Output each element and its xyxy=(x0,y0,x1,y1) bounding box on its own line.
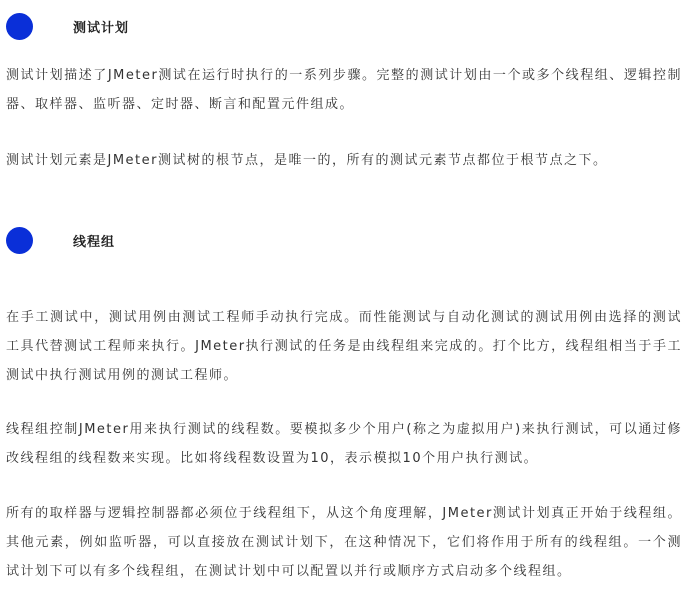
paragraph-test-plan-description: 测试计划描述了JMeter测试在运行时执行的一系列步骤。完整的测试计划由一个或多个线程组、逻辑控制器、取样器、监听器、定时器、断言和配置元件组成。 xyxy=(6,68,682,112)
paragraph-test-plan-root-node: 测试计划元素是JMeter测试树的根节点，是唯一的，所有的测试元素节点都位于根节点之下。 xyxy=(6,153,608,168)
section-title: 线程组 xyxy=(73,234,116,250)
paragraph-thread-group-intro: 在手工测试中，测试用例由测试工程师手动执行完成。而性能测试与自动化测试的测试用例由选择的测试工具代替测试工程师来执行。JMeter执行测试的任务是由线程组来完成的。打个比方，线程组相当于手工测试中执行测试用例的测试工程师。 xyxy=(6,310,682,383)
bullet-circle-icon xyxy=(6,13,33,40)
paragraph-thread-count: 线程组控制JMeter用来执行测试的线程数。要模拟多少个用户(称之为虚拟用户)来执行测试，可以通过修改线程组的线程数来实现。比如将线程数设置为10，表示模拟10个用户执行测试。 xyxy=(6,422,682,466)
section-title: 测试计划 xyxy=(73,20,130,36)
paragraph-thread-group-samplers: 所有的取样器与逻辑控制器都必须位于线程组下，从这个角度理解，JMeter测试计划真正开始于线程组。其他元素，例如监听器，可以直接放在测试计划下，在这种情况下，它们将作用于所有的线程组。一个测试计划下可以有多个线程组，在测试计划中可以配置以并行或顺序方式启动多个线程组。 xyxy=(6,506,682,579)
section-heading-thread-group xyxy=(6,226,115,254)
section-heading-test-plan xyxy=(6,12,129,40)
bullet-circle-icon xyxy=(6,227,33,254)
